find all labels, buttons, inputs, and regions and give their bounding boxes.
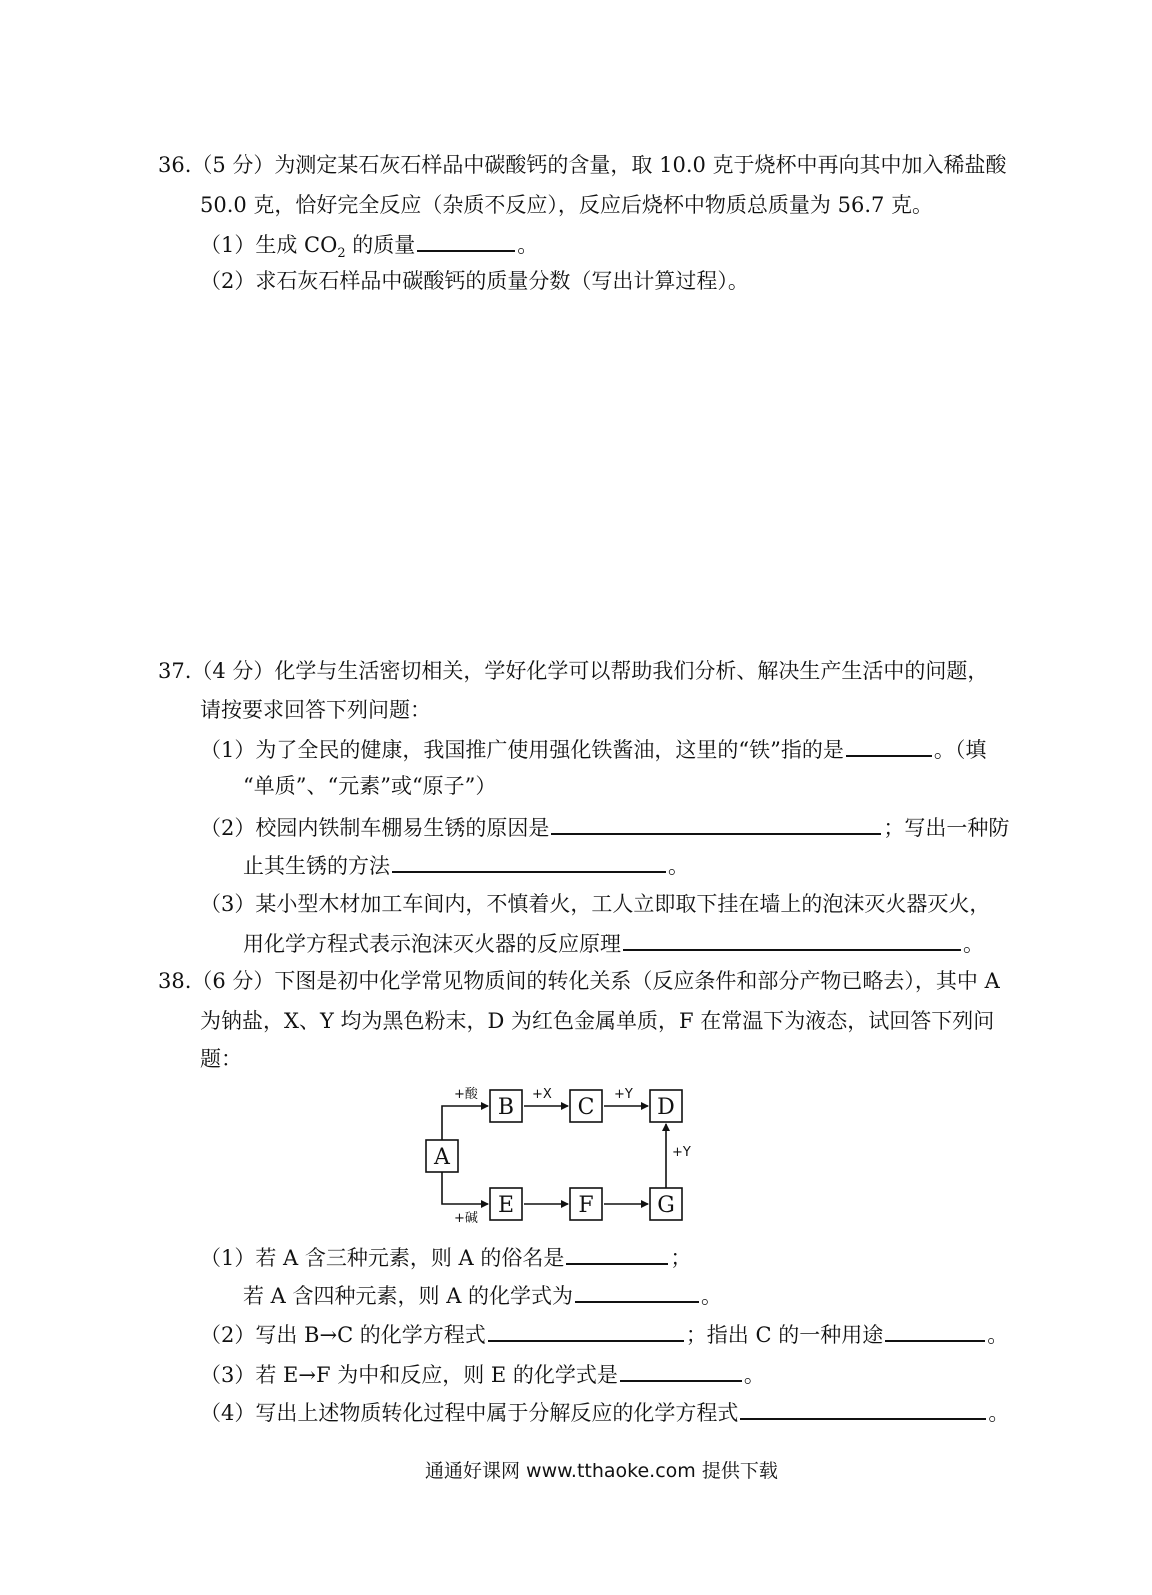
q37-line1: 37.（4 分）化学与生活密切相关，学好化学可以帮助我们分析、解决生产生活中的问题， (158, 659, 989, 683)
node-g: G (657, 1193, 675, 1218)
label-x: +X (532, 1087, 552, 1102)
q36-line2: 50.0 克，恰好完全反应（杂质不反应），反应后烧杯中物质总质量为 56.7 克。 (200, 193, 934, 217)
q37-part2-cont (243, 851, 689, 879)
q36-part1-text2: 的质量 (345, 233, 416, 257)
label-y-top: +Y (614, 1087, 633, 1102)
arrow-a-to-e (442, 1170, 488, 1204)
q38-part2-end: 。 (987, 1323, 1009, 1347)
q38-part1-text2: 若 A 含四种元素，则 A 的化学式为 (243, 1284, 574, 1308)
label-base: +碱 (454, 1211, 478, 1226)
footer-text: 通通好课网 www.tthaoke.com 提供下载 (425, 1460, 778, 1482)
q36-blank-1[interactable] (417, 230, 515, 252)
q37-part1-cont: “单质”、“元素”或“原子”） (243, 774, 497, 798)
node-e: E (497, 1193, 515, 1218)
q38-blank-2[interactable] (575, 1281, 699, 1303)
q38-part4-text: （4）写出上述物质转化过程中属于分解反应的化学方程式 (200, 1401, 739, 1425)
node-a: A (434, 1145, 450, 1170)
q38-line2: 为钠盐，X、Y 均为黑色粉末，D 为红色金属单质，F 在常温下为液态，试回答下列问 (200, 1009, 995, 1033)
label-acid: +酸 (454, 1087, 478, 1102)
q38-blank-4[interactable] (885, 1320, 985, 1342)
q38-blank-5[interactable] (620, 1360, 742, 1382)
q38-blank-3[interactable] (488, 1320, 684, 1342)
q38-line1: 38.（6 分）下图是初中化学常见物质间的转化关系（反应条件和部分产物已略去），其中 A (158, 969, 1000, 993)
q37-blank-3[interactable] (392, 851, 666, 873)
node-c: C (577, 1095, 595, 1120)
q38-part4 (200, 1398, 1009, 1426)
q36-part1 (200, 230, 538, 267)
q38-part3-end: 。 (743, 1363, 765, 1387)
q37-part2-text3: 止其生锈的方法 (243, 854, 390, 878)
q37-part3-end: 。 (963, 932, 984, 956)
q37-part2-text2: ；写出一种防 (883, 816, 1010, 840)
q36-co2-subscript: 2 (337, 246, 346, 262)
q37-part1-text: （1）为了全民的健康，我国推广使用强化铁酱油，这里的“铁”指的是 (200, 738, 844, 762)
q37-part3: （3）某小型木材加工车间内，不慎着火，工人立即取下挂在墙上的泡沫灭火器灭火， (200, 892, 991, 916)
q38-part3 (200, 1360, 765, 1388)
q37-part1-end: 。（填 (933, 738, 987, 762)
q38-part1-text: （1）若 A 含三种元素，则 A 的俗名是 (200, 1246, 565, 1270)
q37-line2: 请按要求回答下列问题： (200, 698, 431, 722)
q37-blank-4[interactable] (623, 929, 961, 951)
node-b: B (497, 1095, 515, 1120)
q36-part1-text: （1）生成 CO (200, 233, 338, 257)
q37-blank-2[interactable] (551, 813, 881, 835)
q38-part2-text: （2）写出 B→C 的化学方程式 (200, 1323, 486, 1347)
q37-part2-text: （2）校园内铁制车棚易生锈的原因是 (200, 816, 550, 840)
q38-part1-end2: 。 (701, 1284, 723, 1308)
node-d: D (657, 1095, 675, 1120)
q37-part2 (200, 813, 1009, 841)
q38-part1-cont (243, 1281, 722, 1309)
q38-part1 (200, 1243, 691, 1271)
q38-part4-end: 。 (988, 1401, 1010, 1425)
q37-part2-end: 。 (668, 854, 689, 878)
label-y-right: +Y (672, 1145, 691, 1160)
conversion-diagram (420, 1074, 700, 1234)
q38-part1-end: ； (670, 1246, 692, 1270)
q37-part3-cont (243, 929, 984, 957)
q38-part3-text: （3）若 E→F 为中和反应，则 E 的化学式是 (200, 1363, 618, 1387)
q37-blank-1[interactable] (846, 735, 932, 757)
q37-part3-text: 用化学方程式表示泡沫灭火器的反应原理 (243, 932, 621, 956)
q38-blank-6[interactable] (740, 1398, 986, 1420)
q36-line1: 36.（5 分）为测定某石灰石样品中碳酸钙的含量，取 10.0 克于烧杯中再向其中加入稀盐酸 (158, 153, 1007, 177)
q36-part1-end: 。 (517, 233, 539, 257)
q36-part2: （2）求石灰石样品中碳酸钙的质量分数（写出计算过程）。 (200, 269, 749, 293)
arrow-a-to-b (442, 1106, 488, 1142)
q37-part1 (200, 735, 986, 763)
q38-part2 (200, 1320, 1008, 1348)
node-f: F (578, 1193, 594, 1218)
q38-part2-text2: ；指出 C 的一种用途 (685, 1323, 884, 1347)
q38-blank-1[interactable] (566, 1243, 668, 1265)
q38-line3: 题： (200, 1047, 242, 1071)
